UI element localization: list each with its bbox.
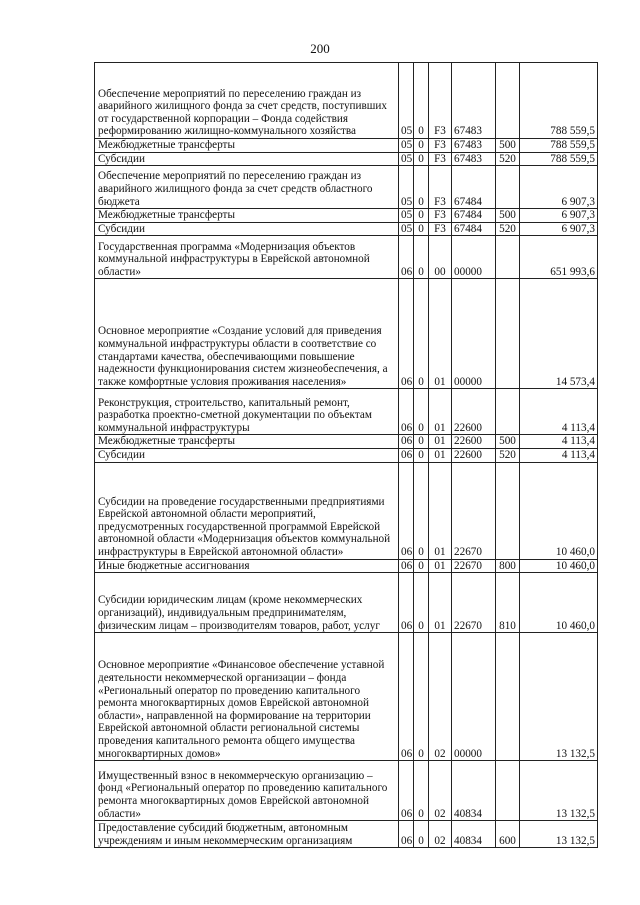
expense-type xyxy=(496,633,520,761)
table-row xyxy=(95,435,598,449)
table-row xyxy=(95,152,598,166)
code-event: 02 xyxy=(429,633,452,761)
amount: 788 559,5 xyxy=(520,63,598,139)
code-section: 06 xyxy=(399,633,414,761)
code-subprogram: 0 xyxy=(414,821,429,848)
amount: 4 113,4 xyxy=(520,448,598,462)
expense-type: 600 xyxy=(496,821,520,848)
code-event: 01 xyxy=(429,559,452,573)
code-subprogram: 0 xyxy=(414,389,429,435)
code-subprogram: 0 xyxy=(414,559,429,573)
code-section: 05 xyxy=(399,63,414,139)
amount: 6 907,3 xyxy=(520,166,598,209)
code-subprogram: 0 xyxy=(414,222,429,236)
code-event: 01 xyxy=(429,389,452,435)
code-direction: 22600 xyxy=(452,435,496,449)
code-event: 00 xyxy=(429,236,452,279)
code-event: 01 xyxy=(429,435,452,449)
amount: 6 907,3 xyxy=(520,209,598,223)
budget-table-body xyxy=(95,63,598,848)
code-direction: 22670 xyxy=(452,559,496,573)
code-section: 06 xyxy=(399,573,414,633)
table-row xyxy=(95,821,598,848)
table-row xyxy=(95,63,598,139)
code-event: 01 xyxy=(429,462,452,559)
code-subprogram: 0 xyxy=(414,279,429,389)
row-name: Предоставление субсидий бюджетным, автономным учреждениям и иным некоммерческим организациям xyxy=(95,821,399,848)
expense-type xyxy=(496,389,520,435)
table-row xyxy=(95,279,598,389)
code-subprogram: 0 xyxy=(414,166,429,209)
amount: 13 132,5 xyxy=(520,633,598,761)
code-section: 06 xyxy=(399,389,414,435)
code-direction: 00000 xyxy=(452,236,496,279)
code-direction: 40834 xyxy=(452,821,496,848)
code-direction: 67484 xyxy=(452,222,496,236)
row-name: Обеспечение мероприятий по переселению граждан из аварийного жилищного фонда за счет средств областного бюджета xyxy=(95,166,399,209)
row-name: Реконструкция, строительство, капитальный ремонт, разработка проектно-сметной документации по объектам коммунальной инфраструктуры xyxy=(95,389,399,435)
expense-type xyxy=(496,462,520,559)
table-row xyxy=(95,236,598,279)
table-row xyxy=(95,139,598,153)
amount: 788 559,5 xyxy=(520,152,598,166)
code-event: F3 xyxy=(429,222,452,236)
code-direction: 67484 xyxy=(452,209,496,223)
expense-type: 500 xyxy=(496,435,520,449)
table-row xyxy=(95,633,598,761)
page-number: 200 xyxy=(310,41,330,56)
amount: 4 113,4 xyxy=(520,435,598,449)
table-row xyxy=(95,209,598,223)
code-event: 02 xyxy=(429,821,452,848)
code-section: 06 xyxy=(399,821,414,848)
code-section: 05 xyxy=(399,209,414,223)
code-event: F3 xyxy=(429,166,452,209)
expense-type xyxy=(496,166,520,209)
code-section: 05 xyxy=(399,152,414,166)
code-subprogram: 0 xyxy=(414,448,429,462)
row-name: Межбюджетные трансферты xyxy=(95,435,399,449)
expense-type xyxy=(496,236,520,279)
amount: 10 460,0 xyxy=(520,559,598,573)
amount: 13 132,5 xyxy=(520,821,598,848)
code-direction: 67483 xyxy=(452,63,496,139)
code-section: 06 xyxy=(399,236,414,279)
code-direction: 67484 xyxy=(452,166,496,209)
code-direction: 22600 xyxy=(452,448,496,462)
table-row xyxy=(95,222,598,236)
code-direction: 22600 xyxy=(452,389,496,435)
row-name: Субсидии xyxy=(95,448,399,462)
code-direction: 22670 xyxy=(452,462,496,559)
code-section: 06 xyxy=(399,279,414,389)
code-event: 02 xyxy=(429,761,452,821)
code-section: 06 xyxy=(399,448,414,462)
code-event: 01 xyxy=(429,573,452,633)
row-name: Иные бюджетные ассигнования xyxy=(95,559,399,573)
code-direction: 67483 xyxy=(452,152,496,166)
code-subprogram: 0 xyxy=(414,435,429,449)
code-subprogram: 0 xyxy=(414,152,429,166)
code-subprogram: 0 xyxy=(414,761,429,821)
row-name: Государственная программа «Модернизация объектов коммунальной инфраструктуры в Еврейской автономной области» xyxy=(95,236,399,279)
code-subprogram: 0 xyxy=(414,633,429,761)
table-row xyxy=(95,389,598,435)
code-direction: 00000 xyxy=(452,633,496,761)
amount: 13 132,5 xyxy=(520,761,598,821)
code-event: 01 xyxy=(429,448,452,462)
row-name: Межбюджетные трансферты xyxy=(95,209,399,223)
row-name: Субсидии xyxy=(95,222,399,236)
expense-type xyxy=(496,279,520,389)
budget-table xyxy=(94,62,598,848)
code-subprogram: 0 xyxy=(414,209,429,223)
code-direction: 22670 xyxy=(452,573,496,633)
amount: 6 907,3 xyxy=(520,222,598,236)
amount: 14 573,4 xyxy=(520,279,598,389)
table-row xyxy=(95,448,598,462)
code-event: F3 xyxy=(429,209,452,223)
table-row xyxy=(95,559,598,573)
code-section: 05 xyxy=(399,222,414,236)
table-row xyxy=(95,462,598,559)
amount: 4 113,4 xyxy=(520,389,598,435)
row-name: Межбюджетные трансферты xyxy=(95,139,399,153)
amount: 10 460,0 xyxy=(520,462,598,559)
expense-type: 520 xyxy=(496,222,520,236)
row-name: Имущественный взнос в некоммерческую организацию – фонд «Региональный оператор по проведению капитального ремонта многоквартирных домов Еврейской автономной области» xyxy=(95,761,399,821)
expense-type: 520 xyxy=(496,448,520,462)
expense-type xyxy=(496,761,520,821)
code-section: 06 xyxy=(399,761,414,821)
code-subprogram: 0 xyxy=(414,573,429,633)
amount: 10 460,0 xyxy=(520,573,598,633)
code-section: 06 xyxy=(399,462,414,559)
code-section: 05 xyxy=(399,139,414,153)
row-name: Обеспечение мероприятий по переселению граждан из аварийного жилищного фонда за счет средств, поступивших от государственной корпорации – Фонда содействия реформированию жилищно-коммунального хозяйства xyxy=(95,63,399,139)
expense-type: 810 xyxy=(496,573,520,633)
row-name: Субсидии xyxy=(95,152,399,166)
expense-type: 520 xyxy=(496,152,520,166)
code-event: 01 xyxy=(429,279,452,389)
code-direction: 67483 xyxy=(452,139,496,153)
code-direction: 40834 xyxy=(452,761,496,821)
code-event: F3 xyxy=(429,139,452,153)
table-row xyxy=(95,573,598,633)
amount: 788 559,5 xyxy=(520,139,598,153)
code-section: 05 xyxy=(399,166,414,209)
code-section: 06 xyxy=(399,559,414,573)
row-name: Основное мероприятие «Финансовое обеспечение уставной деятельности некоммерческой организации – фонда «Региональный оператор по проведению капитального ремонта многоквартирных домов Еврейской автономной области», направленной на формирование на территории Еврейской автономной области региональной системы проведения капитального ремонта общего имущества многоквартирных домов» xyxy=(95,633,399,761)
code-section: 06 xyxy=(399,435,414,449)
code-event: F3 xyxy=(429,152,452,166)
code-direction: 00000 xyxy=(452,279,496,389)
expense-type: 500 xyxy=(496,139,520,153)
code-event: F3 xyxy=(429,63,452,139)
code-subprogram: 0 xyxy=(414,139,429,153)
expense-type: 800 xyxy=(496,559,520,573)
row-name: Основное мероприятие «Создание условий для приведения коммунальной инфраструктуры области в соответствие со стандартами качества, обеспечивающими повышение надежности функционирования систем жизнеобеспечения, а также комфортные условия проживания населения» xyxy=(95,279,399,389)
code-subprogram: 0 xyxy=(414,236,429,279)
row-name: Субсидии на проведение государственными предприятиями Еврейской автономной области мероприятий, предусмотренных государственной программой Еврейской автономной области «Модернизация объектов коммунальной инфраструктуры в Еврейской автономной области» xyxy=(95,462,399,559)
expense-type: 500 xyxy=(496,209,520,223)
code-subprogram: 0 xyxy=(414,63,429,139)
code-subprogram: 0 xyxy=(414,462,429,559)
table-row xyxy=(95,166,598,209)
amount: 651 993,6 xyxy=(520,236,598,279)
expense-type xyxy=(496,63,520,139)
table-row xyxy=(95,761,598,821)
row-name: Субсидии юридическим лицам (кроме некоммерческих организаций), индивидуальным предпринимателям, физическим лицам – производителям товаров, работ, услуг xyxy=(95,573,399,633)
